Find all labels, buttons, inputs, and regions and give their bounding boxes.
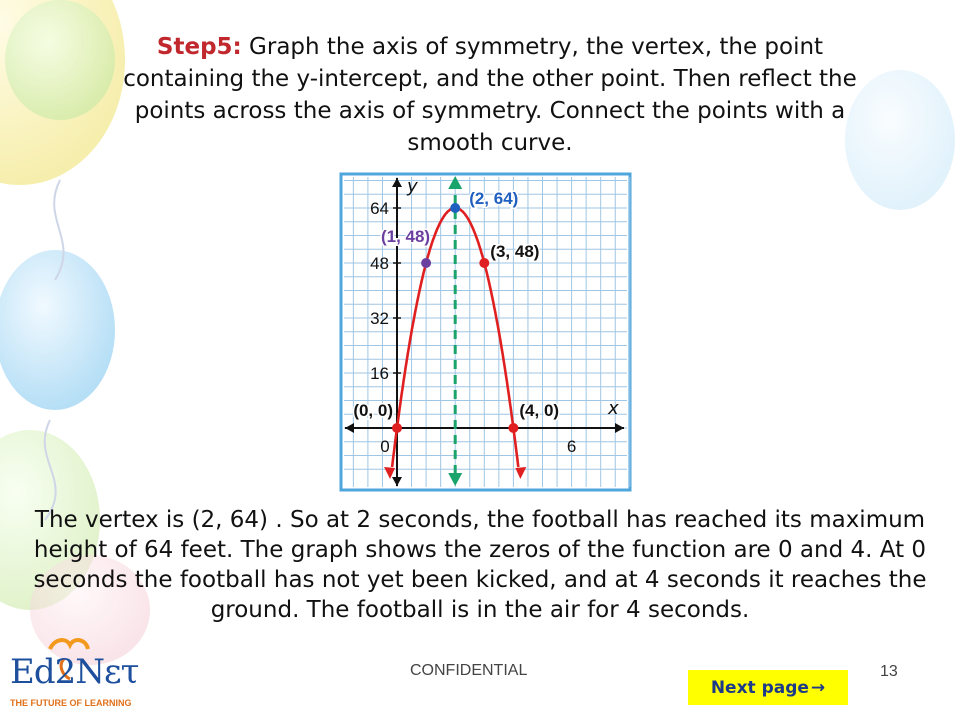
point-label: (1, 48) xyxy=(380,227,431,246)
point-label: (0, 0) xyxy=(353,401,393,420)
parabola-graph xyxy=(339,172,632,492)
next-page-button[interactable] xyxy=(688,670,848,705)
data-point xyxy=(421,258,431,268)
data-point xyxy=(392,423,402,433)
data-point xyxy=(479,258,489,268)
arrow-right-icon: → xyxy=(810,677,826,698)
point-label: (4, 0) xyxy=(519,401,560,420)
y-axis-label: y xyxy=(407,176,418,197)
step-instructions xyxy=(100,31,880,159)
point-label: (2, 64) xyxy=(469,189,519,208)
x-axis-label: x xyxy=(608,398,619,419)
y-tick-label: 48 xyxy=(370,254,389,273)
logo-name: Ed2Nετ xyxy=(10,652,139,692)
data-point xyxy=(450,203,460,213)
y-tick-label: 64 xyxy=(370,199,389,218)
page-number: 13 xyxy=(880,663,898,680)
explanation-text: The vertex is (2, 64) . So at 2 seconds, the football has reached its maximum height of 64 feet. The graph shows the zeros of the function are 0 and 4. At 0 seconds the football has not yet been kicked, and at 4 seconds it reaches the ground. The football is in the air for 4 seconds. xyxy=(33,507,927,623)
point-label: (3, 48) xyxy=(490,242,540,261)
x-tick-label: 6 xyxy=(566,437,577,456)
x-tick-label: 0 xyxy=(380,437,390,456)
logo-tagline: THE FUTURE OF LEARNING xyxy=(10,698,132,708)
data-point xyxy=(508,423,518,433)
y-tick-label: 16 xyxy=(370,364,389,383)
confidential-label: CONFIDENTIAL xyxy=(410,662,528,679)
step-label: Step5: xyxy=(156,34,242,60)
y-tick-label: 32 xyxy=(370,309,389,328)
step-body: Graph the axis of symmetry, the vertex, the point containing the y-intercept, and the other point. Then reflect the points across the axis of symmetry. Connect the points with a smooth curve. xyxy=(123,34,857,156)
next-page-label: Next page xyxy=(710,677,809,698)
